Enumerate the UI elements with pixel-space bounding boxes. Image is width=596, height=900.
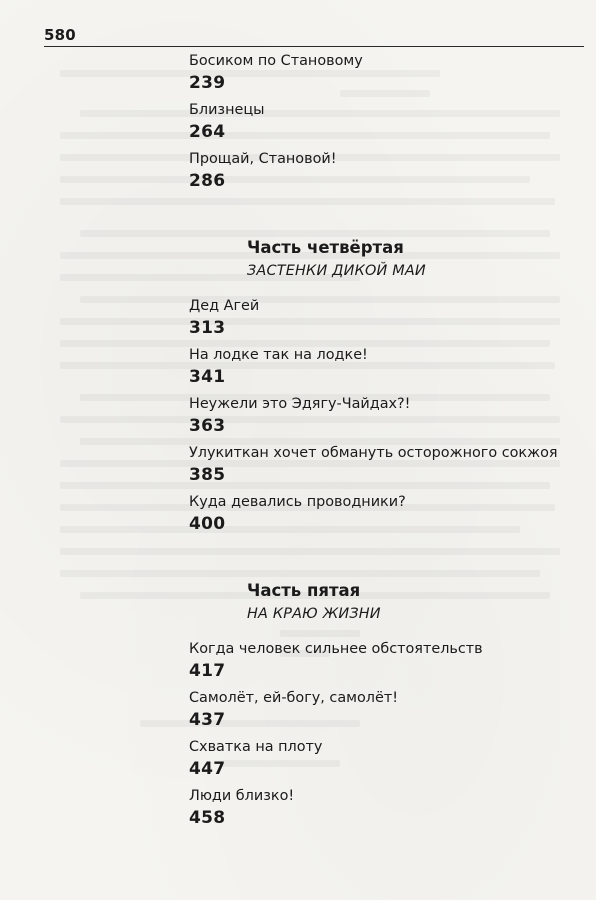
toc-entry-page: 264 — [189, 122, 226, 142]
toc-entry — [189, 785, 589, 829]
toc-entry-page: 239 — [189, 73, 226, 93]
toc-entry-page: 385 — [189, 465, 226, 485]
part-heading — [189, 236, 589, 282]
toc-entry — [189, 393, 589, 437]
toc-entry-title: Люди близко! — [189, 788, 295, 804]
part-title: Часть четвёртая — [247, 238, 404, 257]
toc-entry — [189, 295, 589, 339]
part-subtitle: НА КРАЮ ЖИЗНИ — [247, 606, 381, 622]
toc-entry-title: Дед Агей — [189, 298, 260, 314]
toc-entry-page: 437 — [189, 710, 226, 730]
toc-entry-title: Схватка на плоту — [189, 739, 323, 755]
toc-entry-title: Куда девались проводники? — [189, 494, 406, 510]
toc-entry-page: 341 — [189, 367, 226, 387]
toc-entry-page: 363 — [189, 416, 226, 436]
toc-entry — [189, 50, 589, 94]
table-of-contents — [189, 50, 589, 834]
part-title: Часть пятая — [247, 581, 361, 600]
toc-entry-title: Близнецы — [189, 102, 265, 118]
toc-entry-title: Неужели это Эдягу-Чайдах?! — [189, 396, 411, 412]
header-rule — [44, 46, 584, 47]
toc-entry-page: 458 — [189, 808, 226, 828]
toc-entry-page: 447 — [189, 759, 226, 779]
toc-entry-title: Босиком по Становому — [189, 53, 363, 69]
page-number: 580 — [44, 26, 76, 44]
part-heading — [189, 579, 589, 625]
toc-entry-title: Самолёт, ей-богу, самолёт! — [189, 690, 399, 706]
part-subtitle: ЗАСТЕНКИ ДИКОЙ МАИ — [247, 263, 426, 279]
toc-entry — [189, 99, 589, 143]
toc-entry — [189, 344, 589, 388]
toc-entry — [189, 148, 589, 192]
toc-entry-page: 286 — [189, 171, 226, 191]
toc-entry-title: Прощай, Становой! — [189, 151, 337, 167]
toc-entry-title: Когда человек сильнее обстоятельств — [189, 641, 483, 657]
toc-entry — [189, 638, 589, 682]
toc-entry — [189, 736, 589, 780]
toc-entry-page: 313 — [189, 318, 226, 338]
toc-entry-page: 417 — [189, 661, 226, 681]
toc-entry — [189, 687, 589, 731]
toc-entry-title: На лодке так на лодке! — [189, 347, 368, 363]
toc-entry-page: 400 — [189, 514, 226, 534]
toc-entry — [189, 442, 589, 486]
toc-entry-title: Улукиткан хочет обмануть осторожного сокжоя — [189, 445, 558, 461]
toc-entry — [189, 491, 589, 535]
